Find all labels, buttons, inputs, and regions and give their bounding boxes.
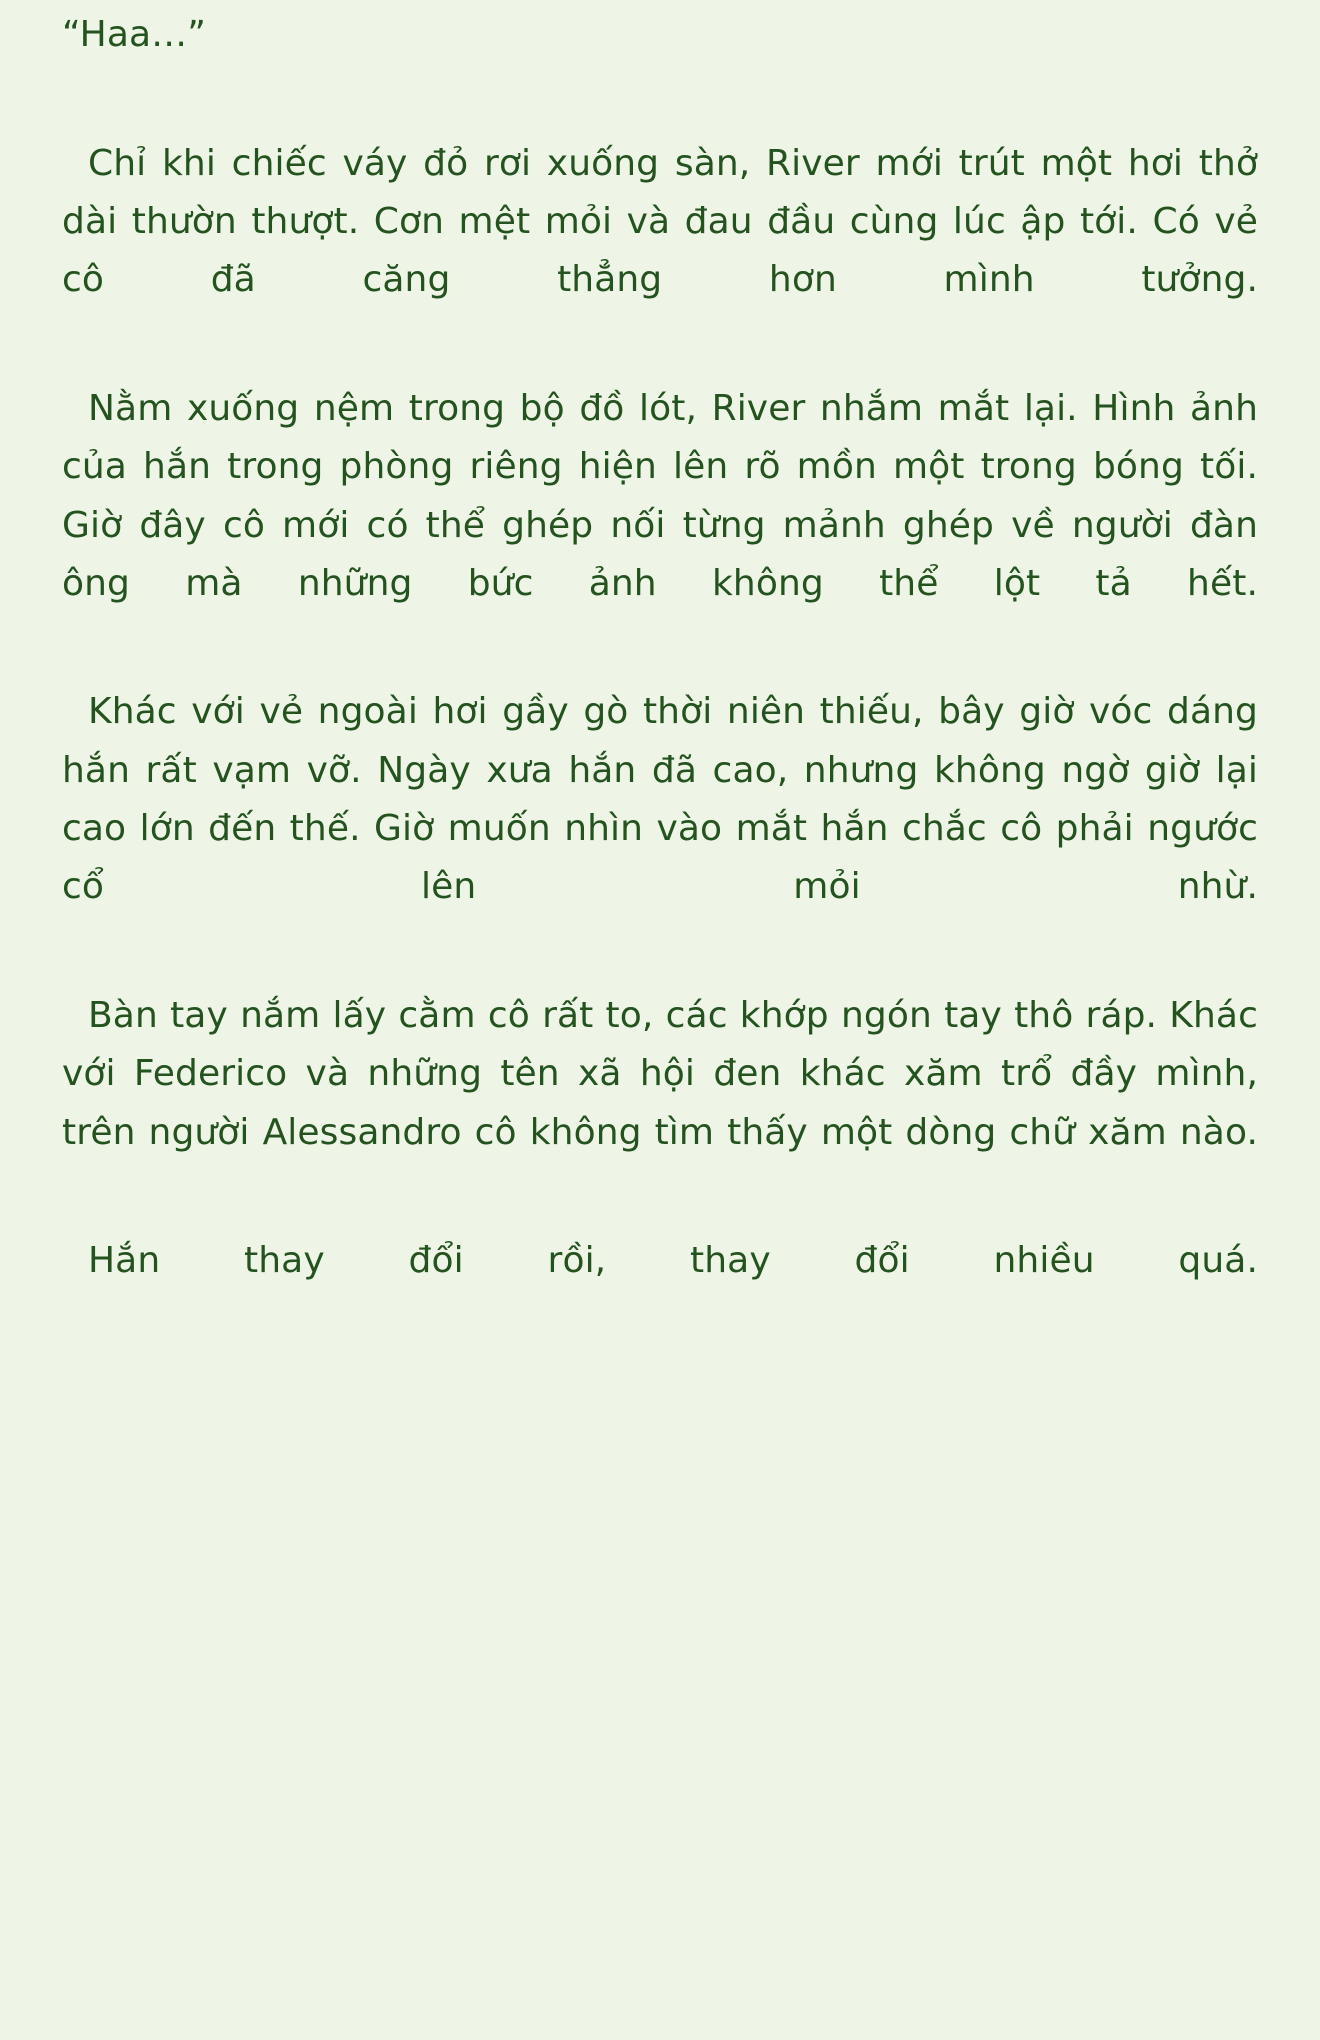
paragraph: Nằm xuống nệm trong bộ đồ lót, River nhắm mắt lại. Hình ảnh của hắn trong phòng riêng hiện lên rõ mồn một trong bóng tối. Giờ đây cô mới có thể ghép nối từng mảnh ghép về người đàn ông mà những bức ảnh không thể lột tả hết. [62, 387, 1258, 604]
paragraph: “Haa…” [62, 14, 206, 55]
paragraph: Chỉ khi chiếc váy đỏ rơi xuống sàn, River mới trút một hơi thở dài thườn thượt. Cơn mệt mỏi và đau đầu cùng lúc ập tới. Có vẻ cô đã căng thẳng hơn mình tưởng. [62, 142, 1258, 301]
paragraph: Khác với vẻ ngoài hơi gầy gò thời niên thiếu, bây giờ vóc dáng hắn rất vạm vỡ. Ngày xưa hắn đã cao, nhưng không ngờ giờ lại cao lớn đến thế. Giờ muốn nhìn vào mắt hắn chắc cô phải ngước cổ lên mỏi nhừ. [62, 691, 1258, 908]
paragraph: Hắn thay đổi rồi, thay đổi nhiều quá. [88, 1240, 1258, 1282]
chapter-text-body [62, 0, 1258, 1349]
paragraph: Bàn tay nắm lấy cằm cô rất to, các khớp ngón tay thô ráp. Khác với Federico và những tên xã hội đen khác xăm trổ đầy mình, trên người Alessandro cô không tìm thấy một dòng chữ xăm nào. [62, 995, 1258, 1153]
